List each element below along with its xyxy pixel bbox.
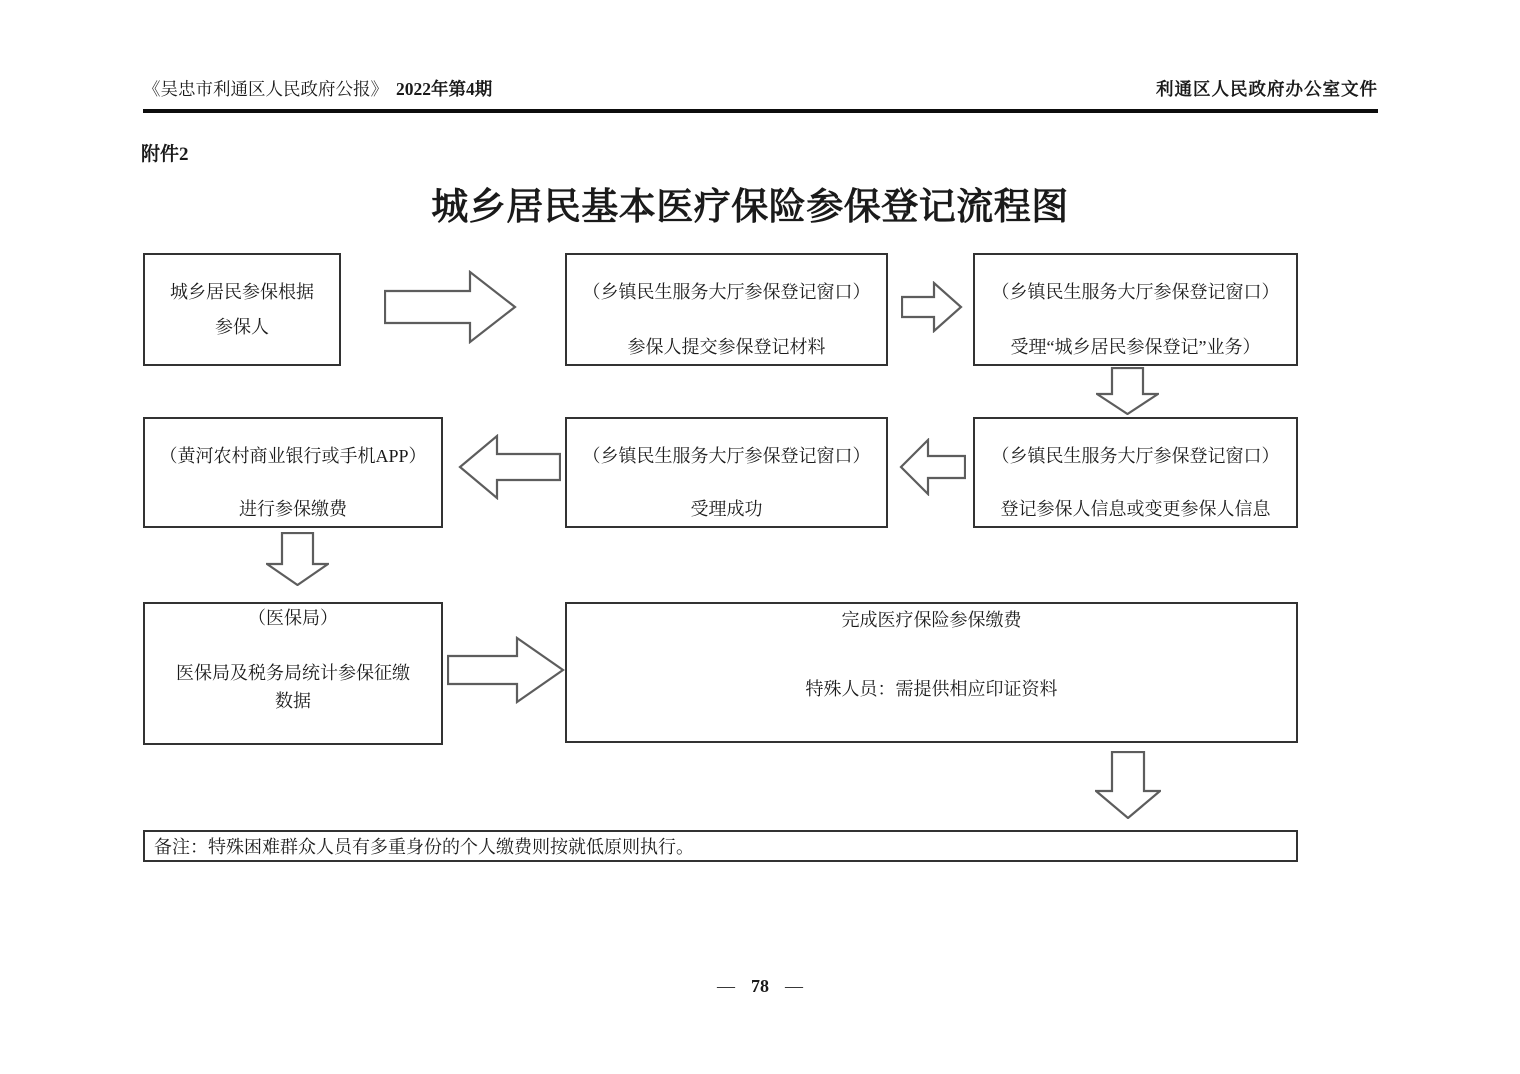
flow-box-line: （黄河农村商业银行或手机APP） [159,446,427,466]
flow-box-line: 数据 [275,691,311,711]
page-title: 城乡居民基本医疗保险参保登记流程图 [431,187,1069,228]
footer-dash: — [717,976,735,996]
page-footer [0,976,1520,997]
flow-box-line: 参保人 [215,316,269,337]
gazette-title-group [143,76,492,101]
flow-box-line: （医保局） [248,608,338,628]
flow-box-line: 受理“城乡居民参保登记”业务） [1010,337,1261,357]
issue-label: 2022年第4期 [396,79,493,99]
arrow-left-icon [899,438,966,496]
flow-box-line: 城乡居民参保根据 [170,281,314,302]
arrow-right-icon [384,270,517,344]
note-text: 备注：特殊困难群众人员有多重身份的个人缴费则按就低原则执行。 [154,837,694,857]
flow-box-line: 登记参保人信息或变更参保人信息 [1000,499,1271,519]
flow-box-line: 特殊人员：需提供相应印证资料 [805,679,1058,699]
office-document-label: 利通区人民政府办公室文件 [1156,79,1378,99]
flow-box-line: 受理成功 [690,499,763,519]
flow-box-line: 完成医疗保险参保缴费 [841,610,1022,630]
flow-box-applicant [143,253,341,366]
flow-box-line: 进行参保缴费 [239,499,347,519]
flow-box-complete-payment [565,602,1298,743]
arrow-down-icon [1096,367,1159,415]
arrow-right-icon [901,281,963,333]
arrow-down-icon [1095,751,1161,819]
flow-box-statistics [143,602,443,745]
flow-box-line: （乡镇民生服务大厅参保登记窗口） [582,282,871,302]
page-number: 78 [751,976,769,996]
note-box [143,830,1298,862]
attachment-label: 附件2 [141,144,189,165]
flow-box-submit-materials [565,253,888,366]
arrow-down-icon [266,532,329,586]
page-header [143,76,1378,101]
arrow-right-icon [447,636,565,704]
flow-box-line: （乡镇民生服务大厅参保登记窗口） [991,282,1280,302]
flow-box-accept-success [565,417,888,528]
arrow-left-icon [458,434,561,500]
header-divider [143,109,1378,113]
flow-box-register-info [973,417,1298,528]
flow-box-payment [143,417,443,528]
flow-box-line: （乡镇民生服务大厅参保登记窗口） [582,446,871,466]
flow-box-accept-registration [973,253,1298,366]
flow-box-line: （乡镇民生服务大厅参保登记窗口） [991,446,1280,466]
gazette-title: 《吴忠市利通区人民政府公报》 [143,79,388,99]
footer-dash: — [785,976,803,996]
flow-box-line: 参保人提交参保登记材料 [627,337,826,357]
flow-box-line: 医保局及税务局统计参保征缴 [176,663,410,683]
